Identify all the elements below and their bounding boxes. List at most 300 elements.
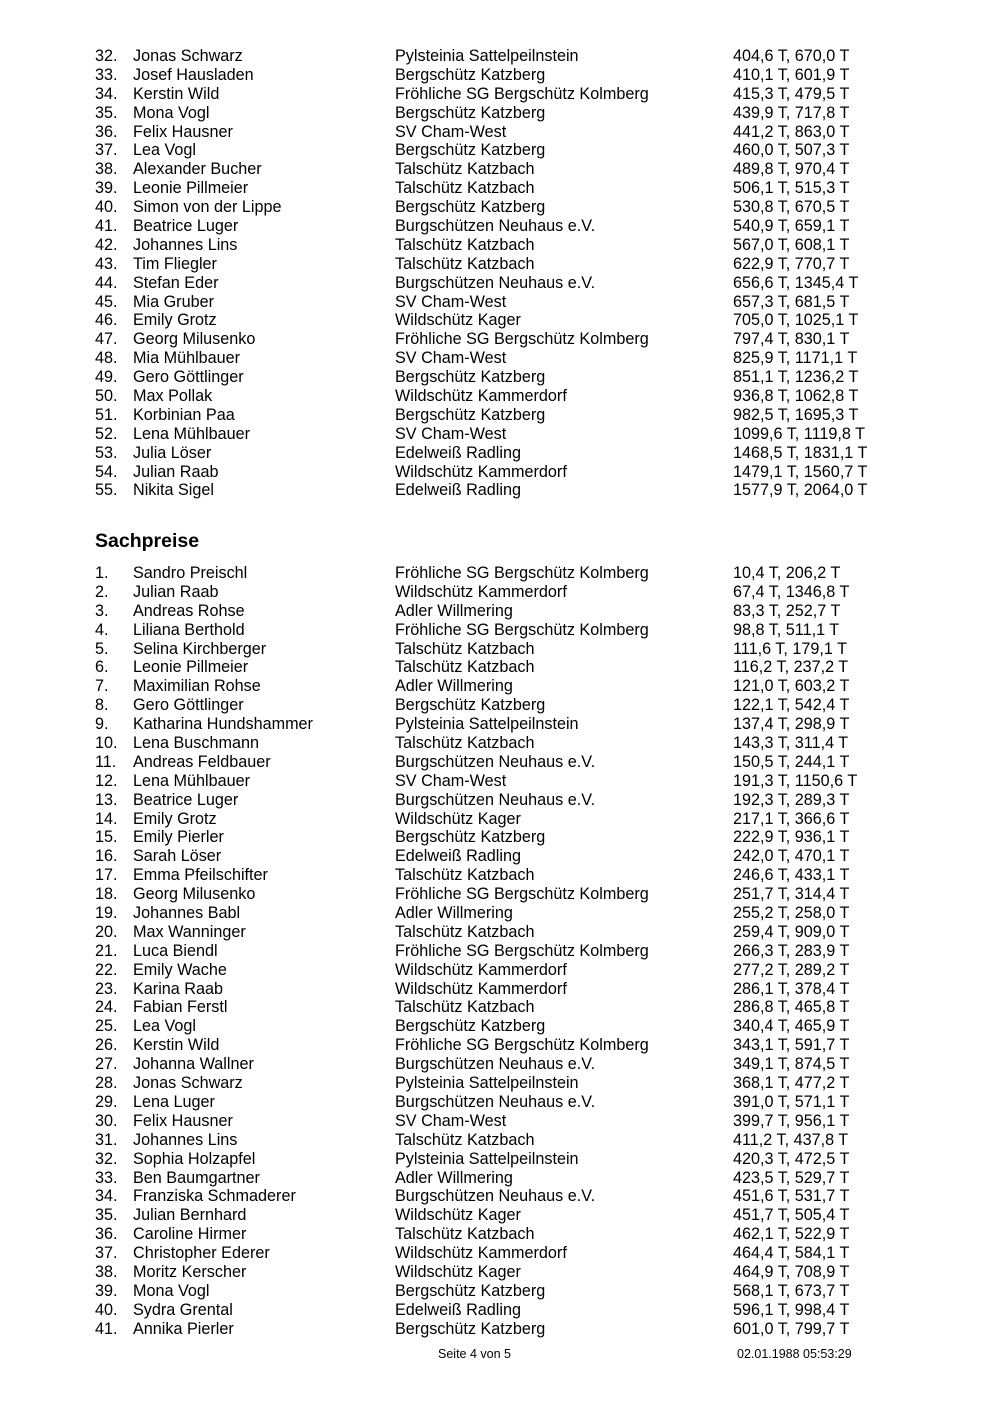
result-value: 343,1 T, 591,7 T (733, 1036, 850, 1055)
club-name: Talschütz Katzbach (395, 998, 535, 1017)
club-name: Adler Willmering (395, 601, 513, 620)
shooter-name: Lea Vogl (133, 141, 197, 160)
result-value: 451,7 T, 505,4 T (733, 1206, 850, 1225)
table-row (95, 236, 895, 255)
club-name: Fröhliche SG Bergschütz Kolmberg (395, 84, 649, 103)
shooter-name: Julian Raab (133, 462, 219, 481)
shooter-name: Lena Buschmann (133, 734, 259, 753)
result-value: 568,1 T, 673,7 T (733, 1281, 850, 1300)
shooter-name: Korbinian Paa (133, 405, 235, 424)
rank-cell: 18. (95, 885, 118, 904)
rank-cell: 48. (95, 349, 118, 368)
result-value: 1468,5 T, 1831,1 T (733, 443, 868, 462)
club-name: Pylsteinia Sattelpeilnstein (395, 1149, 579, 1168)
club-name: Talschütz Katzbach (395, 235, 535, 254)
shooter-name: Felix Hausner (133, 1111, 233, 1130)
table-row (95, 810, 895, 829)
club-name: Talschütz Katzbach (395, 639, 535, 658)
table-row (95, 658, 895, 677)
rank-cell: 38. (95, 160, 118, 179)
club-name: Wildschütz Kammerdorf (395, 979, 567, 998)
club-name: Wildschütz Kager (395, 809, 521, 828)
shooter-name: Selina Kirchberger (133, 639, 267, 658)
result-value: 464,9 T, 708,9 T (733, 1262, 850, 1281)
club-name: SV Cham-West (395, 292, 507, 311)
shooter-name: Stefan Eder (133, 273, 219, 292)
table-row (95, 47, 895, 66)
result-value: 489,8 T, 970,4 T (733, 160, 850, 179)
table-row (95, 828, 895, 847)
rank-cell: 26. (95, 1036, 118, 1055)
club-name: Talschütz Katzbach (395, 922, 535, 941)
rank-cell: 40. (95, 1300, 118, 1319)
result-value: 150,5 T, 244,1 T (733, 752, 850, 771)
result-value: 464,4 T, 584,1 T (733, 1244, 850, 1263)
result-value: 1577,9 T, 2064,0 T (733, 481, 868, 500)
club-name: Edelweiß Radling (395, 443, 521, 462)
rank-cell: 2. (95, 582, 109, 601)
rank-cell: 33. (95, 65, 118, 84)
result-value: 410,1 T, 601,9 T (733, 65, 850, 84)
shooter-name: Moritz Kerscher (133, 1262, 247, 1281)
shooter-name: Sophia Holzapfel (133, 1149, 256, 1168)
shooter-name: Gero Göttlinger (133, 368, 244, 387)
rank-cell: 40. (95, 198, 118, 217)
club-name: Burgschützen Neuhaus e.V. (395, 217, 596, 236)
rank-cell: 39. (95, 1281, 118, 1300)
table-row (95, 217, 895, 236)
table-row (95, 753, 895, 772)
shooter-name: Katharina Hundshammer (133, 715, 313, 734)
rank-cell: 30. (95, 1111, 118, 1130)
rank-cell: 11. (95, 752, 117, 771)
rank-cell: 7. (95, 677, 109, 696)
table-row (95, 1131, 895, 1150)
club-name: Bergschütz Katzberg (395, 828, 546, 847)
result-value: 420,3 T, 472,5 T (733, 1149, 850, 1168)
club-name: Wildschütz Kammerdorf (395, 960, 567, 979)
result-value: 191,3 T, 1150,6 T (733, 771, 858, 790)
shooter-name: Annika Pierler (133, 1319, 234, 1338)
club-name: Talschütz Katzbach (395, 658, 535, 677)
table-row (95, 1093, 895, 1112)
shooter-name: Jonas Schwarz (133, 47, 243, 65)
rank-cell: 52. (95, 424, 118, 443)
rank-cell: 24. (95, 998, 118, 1017)
club-name: SV Cham-West (395, 771, 507, 790)
table-row (95, 1169, 895, 1188)
club-name: Pylsteinia Sattelpeilnstein (395, 47, 579, 65)
result-value: 340,4 T, 465,9 T (733, 1017, 850, 1036)
table-row (95, 942, 895, 961)
table-row (95, 621, 895, 640)
table-row (95, 1074, 895, 1093)
shooter-name: Georg Milusenko (133, 885, 256, 904)
shooter-name: Johannes Lins (133, 235, 238, 254)
table-row (95, 1150, 895, 1169)
table-row (95, 904, 895, 923)
shooter-name: Luca Biendl (133, 941, 218, 960)
rank-cell: 14. (95, 809, 118, 828)
shooter-name: Maximilian Rohse (133, 677, 261, 696)
result-value: 286,8 T, 465,8 T (733, 998, 850, 1017)
rank-cell: 37. (95, 141, 118, 160)
result-value: 286,1 T, 378,4 T (733, 979, 850, 998)
shooter-name: Leonie Pillmeier (133, 658, 249, 677)
club-name: Fröhliche SG Bergschütz Kolmberg (395, 885, 649, 904)
club-name: Bergschütz Katzberg (395, 141, 546, 160)
rank-cell: 32. (95, 47, 118, 65)
table-row (95, 444, 895, 463)
club-name: Pylsteinia Sattelpeilnstein (395, 715, 579, 734)
club-name: Burgschützen Neuhaus e.V. (395, 273, 596, 292)
rank-cell: 39. (95, 179, 118, 198)
rank-cell: 28. (95, 1074, 118, 1093)
club-name: Talschütz Katzbach (395, 1130, 535, 1149)
shooter-name: Sarah Löser (133, 847, 222, 866)
club-name: Edelweiß Radling (395, 481, 521, 500)
table-row (95, 85, 895, 104)
result-value: 462,1 T, 522,9 T (733, 1225, 850, 1244)
result-value: 259,4 T, 909,0 T (733, 922, 850, 941)
table-row (95, 1244, 895, 1263)
shooter-name: Karina Raab (133, 979, 223, 998)
shooter-name: Johannes Lins (133, 1130, 238, 1149)
table-row (95, 179, 895, 198)
table-row (95, 640, 895, 659)
shooter-name: Lea Vogl (133, 1017, 197, 1036)
rank-cell: 46. (95, 311, 118, 330)
rank-cell: 17. (95, 866, 118, 885)
club-name: Burgschützen Neuhaus e.V. (395, 752, 596, 771)
club-name: Burgschützen Neuhaus e.V. (395, 1092, 596, 1111)
result-value: 192,3 T, 289,3 T (733, 790, 850, 809)
rank-cell: 4. (95, 620, 109, 639)
table-row (95, 923, 895, 942)
club-name: Talschütz Katzbach (395, 734, 535, 753)
club-name: SV Cham-West (395, 349, 507, 368)
club-name: Edelweiß Radling (395, 847, 521, 866)
table-row (95, 349, 895, 368)
shooter-name: Caroline Hirmer (133, 1225, 247, 1244)
club-name: Bergschütz Katzberg (395, 65, 546, 84)
table-row (95, 463, 895, 482)
rank-cell: 36. (95, 122, 118, 141)
result-value: 111,6 T, 179,1 T (733, 639, 847, 658)
rank-cell: 10. (95, 734, 118, 753)
club-name: Bergschütz Katzberg (395, 1017, 546, 1036)
shooter-name: Leonie Pillmeier (133, 179, 249, 198)
table-row (95, 1206, 895, 1225)
table-row (95, 1187, 895, 1206)
rank-cell: 13. (95, 790, 118, 809)
shooter-name: Emily Wache (133, 960, 227, 979)
result-value: 441,2 T, 863,0 T (733, 122, 850, 141)
result-value: 982,5 T, 1695,3 T (733, 405, 859, 424)
club-name: Adler Willmering (395, 904, 513, 923)
table-row (95, 734, 895, 753)
club-name: Wildschütz Kammerdorf (395, 582, 567, 601)
club-name: Talschütz Katzbach (395, 160, 535, 179)
club-name: Wildschütz Kammerdorf (395, 1244, 567, 1263)
shooter-name: Emma Pfeilschifter (133, 866, 268, 885)
club-name: Bergschütz Katzberg (395, 1319, 546, 1338)
rank-cell: 15. (95, 828, 118, 847)
page-number: Seite 4 von 5 (438, 1347, 511, 1361)
rank-cell: 8. (95, 696, 109, 715)
result-value: 825,9 T, 1171,1 T (733, 349, 858, 368)
rank-cell: 55. (95, 481, 118, 500)
table-row (95, 1017, 895, 1036)
rank-cell: 50. (95, 387, 118, 406)
result-value: 277,2 T, 289,2 T (733, 960, 850, 979)
result-value: 217,1 T, 366,6 T (733, 809, 850, 828)
result-value: 415,3 T, 479,5 T (733, 84, 850, 103)
rank-cell: 5. (95, 639, 109, 658)
shooter-name: Lena Mühlbauer (133, 424, 250, 443)
club-name: Adler Willmering (395, 1168, 513, 1187)
rank-cell: 42. (95, 235, 118, 254)
result-value: 530,8 T, 670,5 T (733, 198, 850, 217)
rank-cell: 3. (95, 601, 109, 620)
result-value: 251,7 T, 314,4 T (733, 885, 850, 904)
table-row (95, 387, 895, 406)
rank-cell: 49. (95, 368, 118, 387)
rank-cell: 45. (95, 292, 118, 311)
result-value: 423,5 T, 529,7 T (733, 1168, 850, 1187)
shooter-name: Lena Luger (133, 1092, 215, 1111)
rank-cell: 34. (95, 1187, 118, 1206)
shooter-name: Julia Löser (133, 443, 212, 462)
table-row (95, 160, 895, 179)
result-value: 936,8 T, 1062,8 T (733, 387, 859, 406)
rank-cell: 27. (95, 1055, 118, 1074)
club-name: Bergschütz Katzberg (395, 405, 546, 424)
shooter-name: Julian Bernhard (133, 1206, 247, 1225)
result-value: 506,1 T, 515,3 T (733, 179, 850, 198)
rank-cell: 38. (95, 1262, 118, 1281)
table-row (95, 715, 895, 734)
result-value: 246,6 T, 433,1 T (733, 866, 850, 885)
club-name: Fröhliche SG Bergschütz Kolmberg (395, 564, 649, 582)
table-row (95, 677, 895, 696)
shooter-name: Mia Mühlbauer (133, 349, 241, 368)
ranking-list-sachpreise (95, 564, 895, 1339)
table-row (95, 1036, 895, 1055)
club-name: Fröhliche SG Bergschütz Kolmberg (395, 330, 649, 349)
table-row (95, 1112, 895, 1131)
shooter-name: Emily Grotz (133, 311, 217, 330)
rank-cell: 37. (95, 1244, 118, 1263)
result-value: 255,2 T, 258,0 T (733, 904, 850, 923)
table-row (95, 368, 895, 387)
result-value: 851,1 T, 1236,2 T (733, 368, 859, 387)
result-value: 266,3 T, 283,9 T (733, 941, 850, 960)
rank-cell: 22. (95, 960, 118, 979)
table-row (95, 406, 895, 425)
shooter-name: Josef Hausladen (133, 65, 254, 84)
club-name: Talschütz Katzbach (395, 866, 535, 885)
club-name: Fröhliche SG Bergschütz Kolmberg (395, 620, 649, 639)
rank-cell: 6. (95, 658, 109, 677)
table-row (95, 772, 895, 791)
shooter-name: Tim Fliegler (133, 254, 217, 273)
shooter-name: Andreas Rohse (133, 601, 245, 620)
table-row (95, 885, 895, 904)
club-name: Wildschütz Kammerdorf (395, 387, 567, 406)
rank-cell: 1. (95, 564, 109, 582)
result-value: 116,2 T, 237,2 T (733, 658, 849, 677)
club-name: SV Cham-West (395, 424, 507, 443)
rank-cell: 16. (95, 847, 118, 866)
shooter-name: Liliana Berthold (133, 620, 245, 639)
ranking-list-continued (95, 47, 895, 500)
shooter-name: Kerstin Wild (133, 84, 220, 103)
result-value: 657,3 T, 681,5 T (733, 292, 850, 311)
club-name: Wildschütz Kager (395, 1262, 521, 1281)
club-name: Wildschütz Kager (395, 311, 521, 330)
rank-cell: 33. (95, 1168, 118, 1187)
shooter-name: Julian Raab (133, 582, 219, 601)
table-row (95, 847, 895, 866)
result-value: 98,8 T, 511,1 T (733, 620, 840, 639)
shooter-name: Kerstin Wild (133, 1036, 220, 1055)
result-value: 439,9 T, 717,8 T (733, 103, 850, 122)
table-row (95, 1225, 895, 1244)
result-value: 349,1 T, 874,5 T (733, 1055, 850, 1074)
rank-cell: 54. (95, 462, 118, 481)
table-row (95, 961, 895, 980)
shooter-name: Nikita Sigel (133, 481, 214, 500)
shooter-name: Mona Vogl (133, 103, 210, 122)
shooter-name: Lena Mühlbauer (133, 771, 250, 790)
rank-cell: 47. (95, 330, 118, 349)
result-value: 83,3 T, 252,7 T (733, 601, 841, 620)
table-row (95, 791, 895, 810)
club-name: Wildschütz Kager (395, 1206, 521, 1225)
table-row (95, 583, 895, 602)
rank-cell: 25. (95, 1017, 118, 1036)
rank-cell: 36. (95, 1225, 118, 1244)
club-name: SV Cham-West (395, 1111, 507, 1130)
table-row (95, 696, 895, 715)
club-name: Burgschützen Neuhaus e.V. (395, 1187, 596, 1206)
shooter-name: Sydra Grental (133, 1300, 233, 1319)
table-row (95, 425, 895, 444)
shooter-name: Mia Gruber (133, 292, 214, 311)
shooter-name: Beatrice Luger (133, 790, 239, 809)
table-row (95, 980, 895, 999)
shooter-name: Emily Pierler (133, 828, 224, 847)
result-value: 411,2 T, 437,8 T (733, 1130, 849, 1149)
shooter-name: Emily Grotz (133, 809, 217, 828)
rank-cell: 53. (95, 443, 118, 462)
shooter-name: Franziska Schmaderer (133, 1187, 296, 1206)
rank-cell: 12. (95, 771, 118, 790)
result-value: 121,0 T, 603,2 T (733, 677, 850, 696)
result-value: 368,1 T, 477,2 T (733, 1074, 850, 1093)
rank-cell: 32. (95, 1149, 118, 1168)
result-value: 797,4 T, 830,1 T (733, 330, 850, 349)
section-title-sachpreise: Sachpreise (95, 530, 200, 552)
shooter-name: Max Wanninger (133, 922, 246, 941)
shooter-name: Felix Hausner (133, 122, 233, 141)
result-value: 222,9 T, 936,1 T (733, 828, 850, 847)
rank-cell: 19. (95, 904, 118, 923)
result-value: 137,4 T, 298,9 T (733, 715, 850, 734)
club-name: Adler Willmering (395, 677, 513, 696)
rank-cell: 35. (95, 1206, 118, 1225)
club-name: SV Cham-West (395, 122, 507, 141)
result-value: 404,6 T, 670,0 T (733, 47, 850, 65)
shooter-name: Alexander Bucher (133, 160, 262, 179)
shooter-name: Jonas Schwarz (133, 1074, 243, 1093)
club-name: Wildschütz Kammerdorf (395, 462, 567, 481)
table-row (95, 1320, 895, 1339)
result-value: 1479,1 T, 1560,7 T (733, 462, 868, 481)
club-name: Bergschütz Katzberg (395, 103, 546, 122)
result-value: 10,4 T, 206,2 T (733, 564, 841, 582)
table-row (95, 255, 895, 274)
rank-cell: 41. (95, 217, 118, 236)
rank-cell: 51. (95, 405, 118, 424)
result-value: 451,6 T, 531,7 T (733, 1187, 850, 1206)
table-row (95, 104, 895, 123)
club-name: Bergschütz Katzberg (395, 368, 546, 387)
rank-cell: 21. (95, 941, 118, 960)
club-name: Pylsteinia Sattelpeilnstein (395, 1074, 579, 1093)
club-name: Fröhliche SG Bergschütz Kolmberg (395, 1036, 649, 1055)
club-name: Bergschütz Katzberg (395, 1281, 546, 1300)
shooter-name: Andreas Feldbauer (133, 752, 271, 771)
table-row (95, 293, 895, 312)
club-name: Burgschützen Neuhaus e.V. (395, 790, 596, 809)
club-name: Talschütz Katzbach (395, 254, 535, 273)
shooter-name: Beatrice Luger (133, 217, 239, 236)
club-name: Fröhliche SG Bergschütz Kolmberg (395, 941, 649, 960)
club-name: Bergschütz Katzberg (395, 696, 546, 715)
table-row (95, 1263, 895, 1282)
shooter-name: Christopher Ederer (133, 1244, 270, 1263)
rank-cell: 9. (95, 715, 109, 734)
shooter-name: Gero Göttlinger (133, 696, 244, 715)
shooter-name: Johanna Wallner (133, 1055, 254, 1074)
shooter-name: Mona Vogl (133, 1281, 210, 1300)
result-value: 540,9 T, 659,1 T (733, 217, 850, 236)
result-value: 67,4 T, 1346,8 T (733, 582, 850, 601)
rank-cell: 31. (95, 1130, 118, 1149)
table-row (95, 1301, 895, 1320)
table-row (95, 998, 895, 1017)
result-value: 601,0 T, 799,7 T (733, 1319, 850, 1338)
club-name: Talschütz Katzbach (395, 1225, 535, 1244)
result-value: 460,0 T, 507,3 T (733, 141, 850, 160)
table-row (95, 1055, 895, 1074)
club-name: Edelweiß Radling (395, 1300, 521, 1319)
print-timestamp: 02.01.1988 05:53:29 (737, 1347, 852, 1361)
shooter-name: Sandro Preischl (133, 564, 248, 582)
rank-cell: 20. (95, 922, 118, 941)
result-value: 391,0 T, 571,1 T (733, 1092, 850, 1111)
rank-cell: 44. (95, 273, 118, 292)
table-row (95, 141, 895, 160)
result-value: 622,9 T, 770,7 T (733, 254, 850, 273)
shooter-name: Max Pollak (133, 387, 213, 406)
rank-cell: 34. (95, 84, 118, 103)
rank-cell: 41. (95, 1319, 118, 1338)
table-row (95, 866, 895, 885)
table-row (95, 198, 895, 217)
